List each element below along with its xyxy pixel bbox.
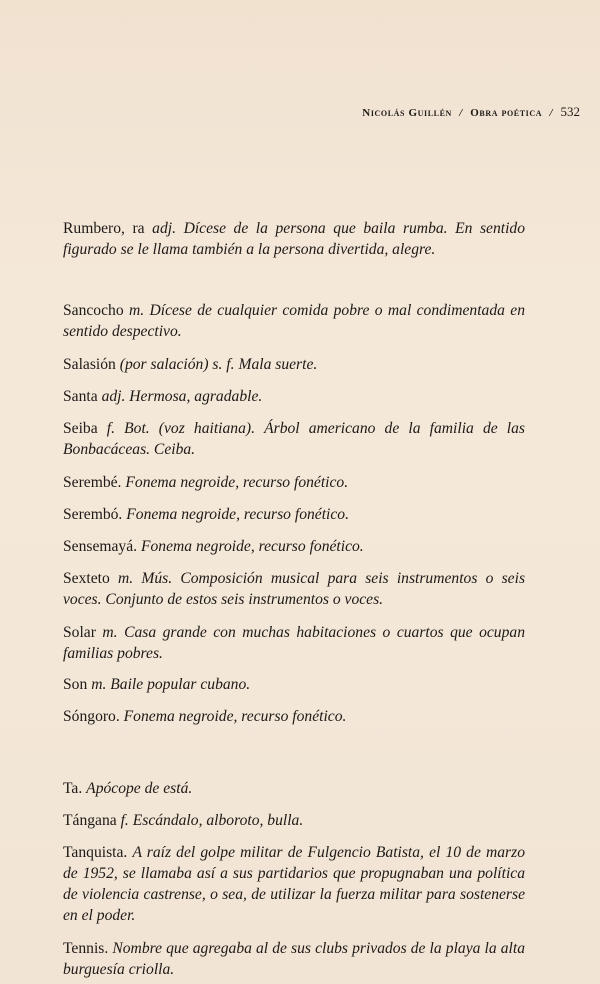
entry-headword: Serembé. [63,473,122,491]
entry-grammar: f. [120,811,129,829]
glossary-entry [63,386,525,407]
entry-headword: Sensemayá. [63,537,138,555]
entry-definition: Apócope de está. [86,779,193,797]
glossary-entry [63,938,525,980]
entry-definition: Hermosa, agradable. [129,387,263,405]
entry-headword: Rumbero, ra [63,219,145,237]
entry-definition: Fonema negroide, recurso fonético. [123,707,347,725]
entry-headword: Sexteto [63,569,110,587]
page-number: 532 [560,104,580,119]
glossary-entry [63,536,525,557]
entry-definition: Fonema negroide, recurso fonético. [126,505,349,523]
entry-headword: Tanquista. [63,843,128,861]
running-head [362,104,580,120]
glossary-entry [63,218,525,260]
entry-headword: Serembó. [63,505,123,523]
entry-definition: Nombre que agregaba al de sus clubs privados de la playa la alta burguesía criolla. [63,939,525,978]
entry-definition: Mala suerte. [238,355,318,373]
running-head-separator-2: / [549,107,554,119]
entry-definition: Dícese de la persona que baila rumba. En sentido figurado se le llama también a la persona divertida, alegre. [63,219,526,258]
entry-headword: Santa [63,387,98,405]
entry-grammar: m. [102,623,118,641]
entry-grammar: adj. [101,387,126,405]
entry-headword: Solar [63,623,96,641]
running-head-work: Obra poética [470,107,543,119]
glossary-entry [63,842,525,926]
entry-definition: Fonema negroide, recurso fonético. [125,473,349,491]
entry-grammar: adj. [152,219,176,237]
glossary-entry [63,778,525,799]
entry-definition: Composición musical para seis instrumentos o seis voces. Conjunto de estos seis instrumentos o voces. [63,569,526,608]
glossary-entry [63,504,525,525]
glossary-entry [63,706,525,727]
entry-grammar: f. Bot. (voz haitiana). [106,419,255,437]
running-head-separator: / [459,107,463,119]
glossary-entry [63,300,525,342]
entry-headword: Seiba [63,419,98,437]
entry-grammar: (por salación) s. f. [119,355,235,373]
glossary-entry [63,674,525,695]
entry-grammar: m. [128,301,145,319]
glossary-entry [63,354,525,375]
entry-headword: Ta. [63,779,83,797]
entry-headword: Son [63,675,88,693]
entry-definition: Escándalo, alboroto, bulla. [132,811,304,829]
entry-headword: Sancocho [63,301,124,319]
entry-definition: Fonema negroide, recurso fonético. [140,537,364,555]
entry-headword: Sóngoro. [63,707,120,725]
glossary-entry [63,810,525,831]
entry-grammar: m. Mús. [118,569,173,587]
entry-headword: Salasión [63,355,116,373]
entry-definition: Dícese de cualquier comida pobre o mal condimentada en sentido despectivo. [63,301,526,340]
glossary-entry [63,568,525,610]
entry-definition: A raíz del golpe militar de Fulgencio Batista, el 10 de marzo de 1952, se llamaba así a sus partidarios que propugnaban una política de violencia castrense, o sea, de utilizar la fuerza militar para sostenerse en el poder. [63,843,525,924]
entry-definition: Árbol americano de la familia de las Bonbacáceas. Ceiba. [63,419,525,458]
entry-grammar: m. [91,675,107,693]
glossary-entry [63,622,525,664]
running-head-author: Nicolás Guillén [362,107,452,119]
glossary-entry [63,418,525,460]
entry-headword: Tángana [63,811,117,829]
entry-definition: Baile popular cubano. [110,675,251,693]
entry-definition: Casa grande con muchas habitaciones o cuartos que ocupan familias pobres. [63,623,525,662]
entry-headword: Tennis. [63,939,109,957]
glossary-entry [63,472,525,493]
